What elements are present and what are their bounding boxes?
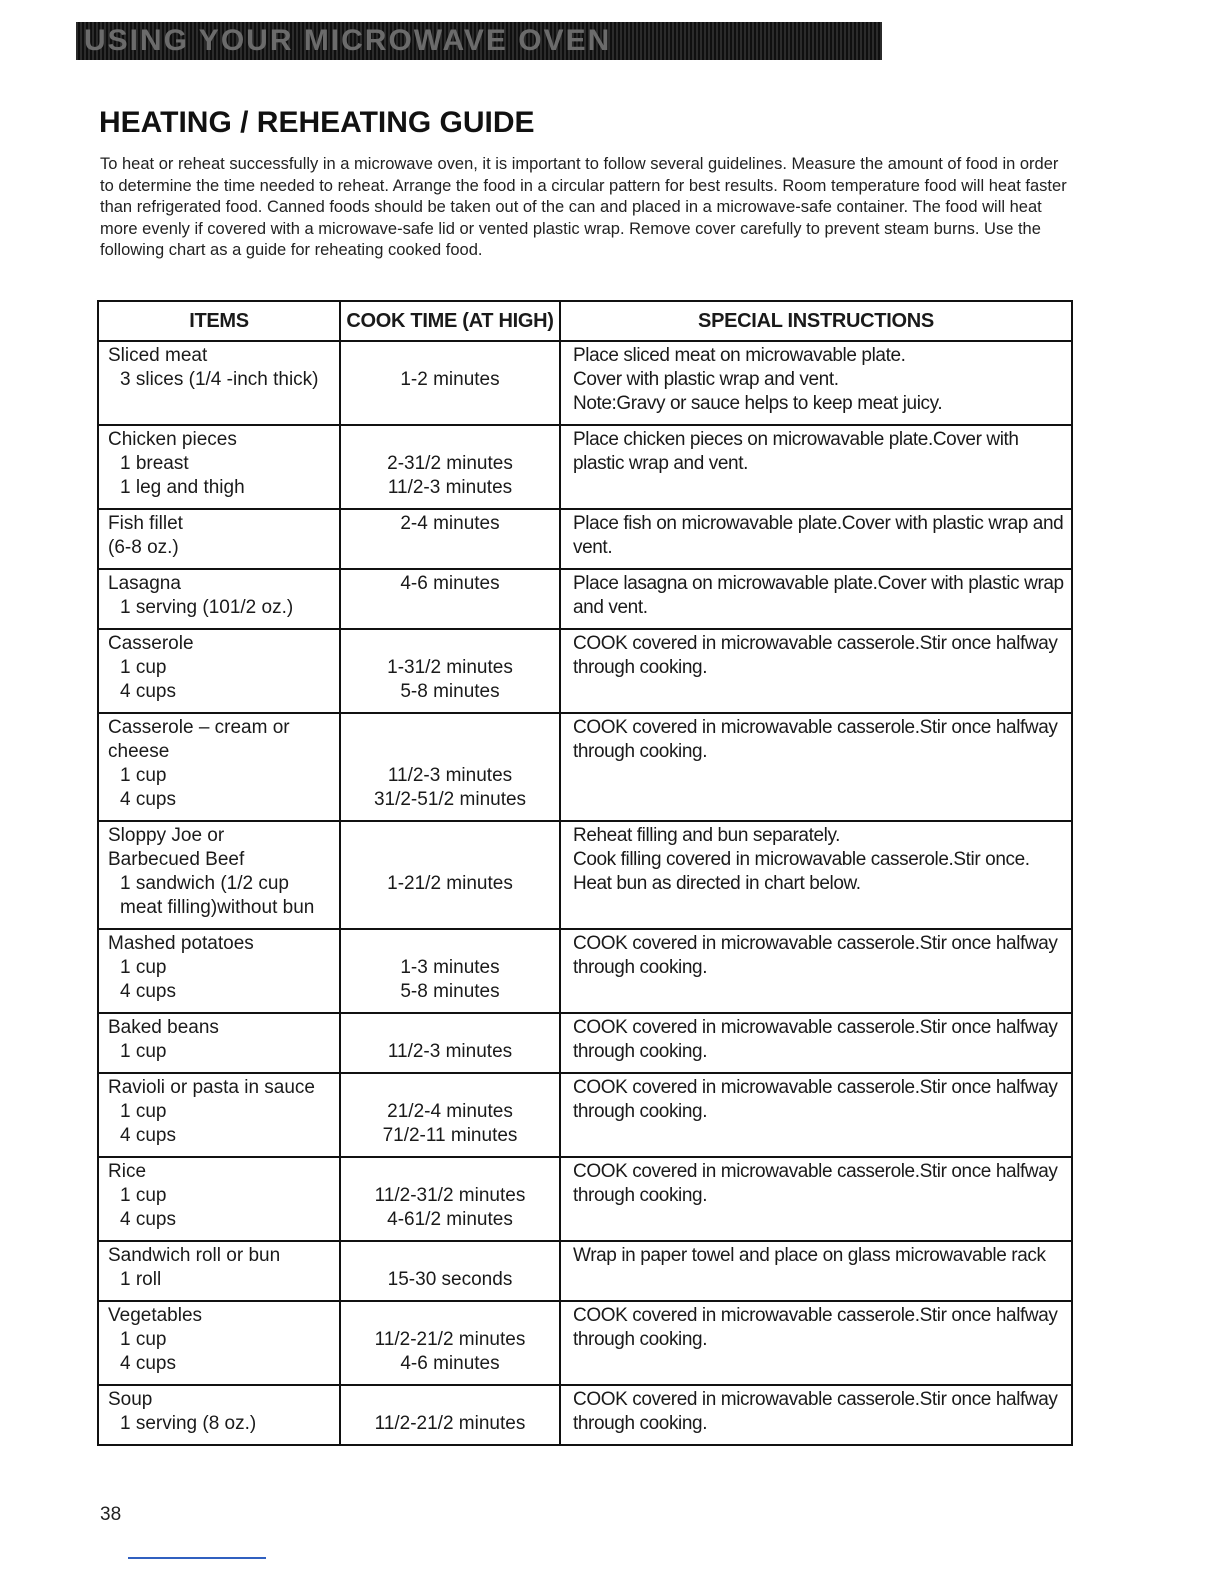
cook-time-cell — [340, 1385, 560, 1445]
table-row — [98, 929, 1072, 1013]
instructions-line: Cover with plastic wrap and vent. — [573, 369, 839, 390]
instructions-cell — [560, 1157, 1072, 1241]
table-row — [98, 569, 1072, 629]
instructions-line: Cook filling covered in microwavable casserole.Stir once. — [573, 849, 1030, 870]
instructions-line: COOK covered in microwavable casserole.Stir once halfway through cooking. — [573, 1017, 1058, 1062]
item-line: Sloppy Joe or — [108, 825, 225, 846]
instructions-cell — [560, 1241, 1072, 1301]
item-cell — [98, 1241, 340, 1301]
column-header-special-instructions: SPECIAL INSTRUCTIONS — [560, 301, 1072, 341]
item-line: Chicken pieces — [108, 429, 237, 450]
cook-time-cell — [340, 629, 560, 713]
section-banner-text: USING YOUR MICROWAVE OVEN — [84, 24, 612, 57]
item-line: 1 cup — [120, 1329, 167, 1350]
reheating-guide-table — [97, 300, 1073, 1446]
table-row — [98, 1385, 1072, 1445]
cook-time-cell — [340, 569, 560, 629]
item-line: 1 cup — [120, 957, 167, 978]
cook-time-cell — [340, 1157, 560, 1241]
instructions-cell — [560, 1013, 1072, 1073]
instructions-cell — [560, 929, 1072, 1013]
cook-time-line: 4-61/2 minutes — [387, 1209, 513, 1230]
item-line: Soup — [108, 1389, 153, 1410]
cook-time-line — [341, 740, 559, 764]
table-body — [98, 341, 1072, 1445]
item-cell — [98, 1013, 340, 1073]
instructions-line: Note:Gravy or sauce helps to keep meat juicy. — [573, 393, 943, 414]
instructions-line: Place fish on microwavable plate.Cover with plastic wrap and vent. — [573, 513, 1064, 558]
item-line: cheese — [108, 741, 170, 762]
instructions-line: Place sliced meat on microwavable plate. — [573, 345, 906, 366]
table-row — [98, 1073, 1072, 1157]
cook-time-line: 1-3 minutes — [400, 957, 500, 978]
item-line: Ravioli or pasta in sauce — [108, 1077, 315, 1098]
table-row — [98, 713, 1072, 821]
cook-time-line — [341, 428, 559, 452]
item-line: 1 sandwich (1/2 cup — [120, 873, 289, 894]
instructions-line: COOK covered in microwavable casserole.Stir once halfway through cooking. — [573, 1077, 1058, 1122]
cook-time-line: 4-6 minutes — [400, 1353, 500, 1374]
item-line: meat filling)without bun — [120, 897, 315, 918]
item-line: Rice — [108, 1161, 147, 1182]
instructions-line: Place lasagna on microwavable plate.Cover with plastic wrap and vent. — [573, 573, 1064, 618]
item-cell — [98, 341, 340, 425]
item-cell — [98, 1073, 340, 1157]
item-line: Lasagna — [108, 573, 181, 594]
instructions-cell — [560, 629, 1072, 713]
cook-time-line: 71/2-11 minutes — [382, 1125, 518, 1146]
instructions-line: Wrap in paper towel and place on glass microwavable rack — [573, 1245, 1046, 1266]
instructions-cell — [560, 1385, 1072, 1445]
item-line: Casserole – cream or — [108, 717, 290, 738]
cook-time-line: 5-8 minutes — [400, 681, 500, 702]
instructions-cell — [560, 713, 1072, 821]
intro-paragraph: To heat or reheat successfully in a microwave oven, it is important to follow several guidelines. Measure the amount of food in order to determine the time needed to reheat. Arrange the food in a circular pattern for best results. Room temperature food will heat faster than refrigerated food. Canned foods should be taken out of the can and placed in a microwave-safe container. The food will heat more evenly if covered with a microwave-safe lid or vented plastic wrap. Remove cover carefully to prevent steam burns. Use the following chart as a guide for reheating cooked food. — [100, 155, 1067, 260]
cook-time-cell — [340, 1073, 560, 1157]
instructions-cell — [560, 1301, 1072, 1385]
item-cell — [98, 929, 340, 1013]
table-row — [98, 1013, 1072, 1073]
cook-time-line: 11/2-3 minutes — [387, 1041, 513, 1062]
page-number: 38 — [100, 1504, 122, 1525]
cook-time-line: 31/2-51/2 minutes — [373, 789, 527, 810]
column-header-items: ITEMS — [98, 301, 340, 341]
table-row — [98, 341, 1072, 425]
instructions-line: COOK covered in microwavable casserole.Stir once halfway through cooking. — [573, 933, 1058, 978]
cook-time-line — [341, 1244, 559, 1268]
instructions-cell — [560, 821, 1072, 929]
item-line: 4 cups — [120, 981, 176, 1002]
instructions-cell — [560, 425, 1072, 509]
item-line: 1 cup — [120, 765, 167, 786]
cook-time-line — [341, 632, 559, 656]
cook-time-line: 15-30 seconds — [387, 1269, 513, 1290]
cook-time-cell — [340, 341, 560, 425]
item-line: 1 cup — [120, 657, 167, 678]
cook-time-line — [341, 932, 559, 956]
cook-time-line — [341, 824, 559, 848]
item-line: 1 serving (8 oz.) — [120, 1413, 257, 1434]
cook-time-line — [341, 1304, 559, 1328]
cook-time-line: 11/2-21/2 minutes — [374, 1413, 526, 1434]
cook-time-line: 4-6 minutes — [400, 573, 500, 594]
cook-time-cell — [340, 1013, 560, 1073]
cook-time-line: 1-2 minutes — [400, 369, 500, 390]
instructions-cell — [560, 341, 1072, 425]
item-cell — [98, 821, 340, 929]
item-cell — [98, 1301, 340, 1385]
instructions-line: COOK covered in microwavable casserole.Stir once halfway through cooking. — [573, 717, 1058, 762]
instructions-cell — [560, 569, 1072, 629]
cook-time-line: 1-31/2 minutes — [387, 657, 513, 678]
page-title: HEATING / REHEATING GUIDE — [99, 106, 535, 139]
instructions-line: COOK covered in microwavable casserole.Stir once halfway through cooking. — [573, 1305, 1058, 1350]
item-line: Vegetables — [108, 1305, 203, 1326]
cook-time-line — [341, 716, 559, 740]
item-line: 4 cups — [120, 1125, 176, 1146]
cook-time-line: 11/2-31/2 minutes — [374, 1185, 526, 1206]
item-line: 1 leg and thigh — [120, 477, 245, 498]
footer-rule — [128, 1557, 266, 1559]
item-cell — [98, 1385, 340, 1445]
cook-time-line — [341, 1016, 559, 1040]
item-line: 1 cup — [120, 1041, 167, 1062]
instructions-cell — [560, 1073, 1072, 1157]
table-row — [98, 1301, 1072, 1385]
cook-time-cell — [340, 821, 560, 929]
item-cell — [98, 1157, 340, 1241]
item-cell — [98, 425, 340, 509]
item-line: 1 roll — [120, 1269, 162, 1290]
cook-time-cell — [340, 1301, 560, 1385]
instructions-line: COOK covered in microwavable casserole.Stir once halfway through cooking. — [573, 1389, 1058, 1434]
item-line: Sandwich roll or bun — [108, 1245, 281, 1266]
item-line: (6-8 oz.) — [108, 537, 179, 558]
instructions-cell — [560, 509, 1072, 569]
cook-time-line: 1-21/2 minutes — [387, 873, 513, 894]
cook-time-line: 21/2-4 minutes — [387, 1101, 513, 1122]
item-line: Mashed potatoes — [108, 933, 254, 954]
item-cell — [98, 629, 340, 713]
table-row — [98, 821, 1072, 929]
instructions-line: COOK covered in microwavable casserole.Stir once halfway through cooking. — [573, 633, 1058, 678]
item-cell — [98, 713, 340, 821]
item-line: 1 serving (101/2 oz.) — [120, 597, 294, 618]
instructions-line: COOK covered in microwavable casserole.Stir once halfway through cooking. — [573, 1161, 1058, 1206]
instructions-line: Heat bun as directed in chart below. — [573, 873, 861, 894]
item-line: 4 cups — [120, 681, 176, 702]
item-line: Baked beans — [108, 1017, 219, 1038]
cook-time-line — [341, 1160, 559, 1184]
item-line: Casserole — [108, 633, 194, 654]
table-row — [98, 425, 1072, 509]
table-row — [98, 509, 1072, 569]
item-cell — [98, 569, 340, 629]
cook-time-cell — [340, 509, 560, 569]
cook-time-line: 11/2-3 minutes — [387, 765, 513, 786]
item-line: 1 cup — [120, 1101, 167, 1122]
instructions-line: Place chicken pieces on microwavable plate.Cover with plastic wrap and vent. — [573, 429, 1019, 474]
item-line: 1 cup — [120, 1185, 167, 1206]
item-line: Barbecued Beef — [108, 849, 245, 870]
table-row — [98, 629, 1072, 713]
item-line: 1 breast — [120, 453, 189, 474]
table-row — [98, 1241, 1072, 1301]
cook-time-line: 2-4 minutes — [400, 513, 500, 534]
cook-time-line: 2-31/2 minutes — [387, 453, 513, 474]
column-header-cook-time: COOK TIME (AT HIGH) — [340, 301, 560, 341]
item-line: Fish fillet — [108, 513, 183, 534]
cook-time-line: 11/2-3 minutes — [387, 477, 513, 498]
cook-time-cell — [340, 425, 560, 509]
cook-time-line: 11/2-21/2 minutes — [374, 1329, 526, 1350]
item-line: 4 cups — [120, 1209, 176, 1230]
cook-time-cell — [340, 713, 560, 821]
item-line: 4 cups — [120, 789, 176, 810]
item-line: 4 cups — [120, 1353, 176, 1374]
section-banner — [76, 22, 882, 60]
cook-time-line — [341, 1388, 559, 1412]
cook-time-cell — [340, 929, 560, 1013]
cook-time-line — [341, 848, 559, 872]
cook-time-line — [341, 344, 559, 368]
item-line: 3 slices (1/4 -inch thick) — [120, 369, 319, 390]
instructions-line: Reheat filling and bun separately. — [573, 825, 841, 846]
cook-time-cell — [340, 1241, 560, 1301]
item-line: Sliced meat — [108, 345, 208, 366]
table-header-row — [98, 301, 1072, 341]
item-cell — [98, 509, 340, 569]
table-row — [98, 1157, 1072, 1241]
cook-time-line: 5-8 minutes — [400, 981, 500, 1002]
cook-time-line — [341, 1076, 559, 1100]
